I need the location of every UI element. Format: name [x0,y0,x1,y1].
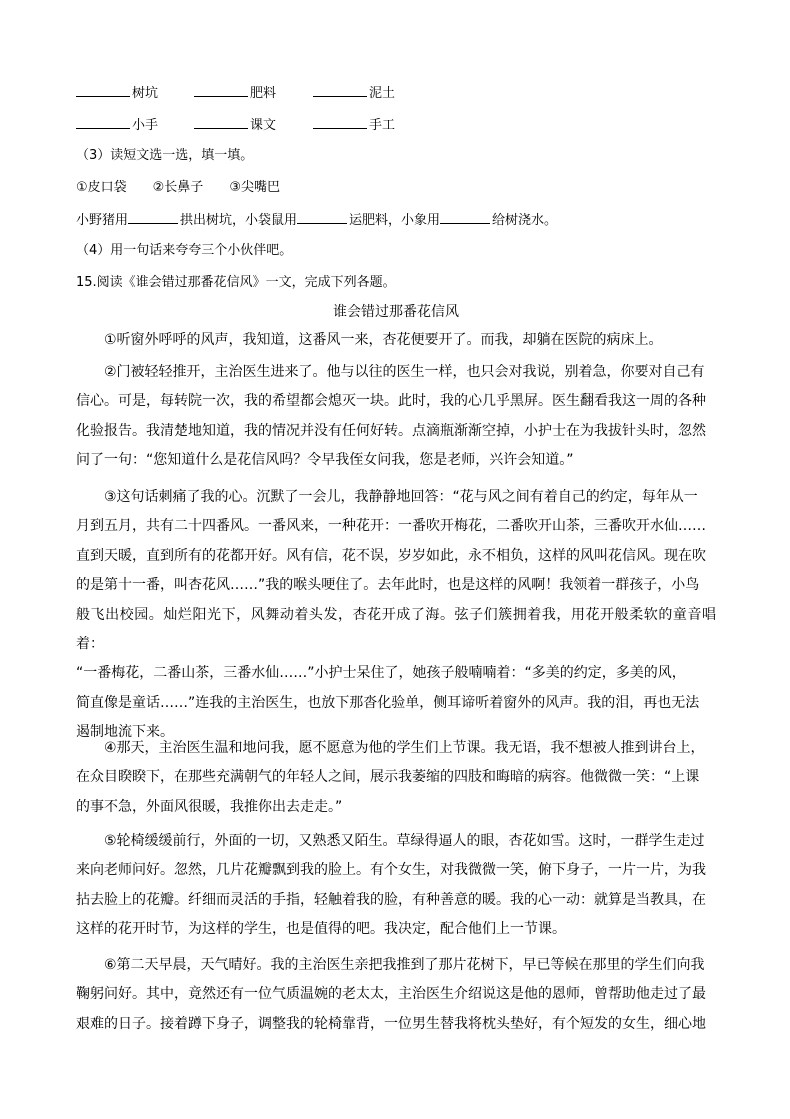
paragraph-line: 鞠躬问好。其中，竟然还有一位气质温婉的老太太，主治医生介绍说这是他的恩师，曾帮助他走过了最 [76,986,706,1003]
sentence-part: 运肥料，小象用 [349,213,441,228]
paragraph-line: ⑤轮椅缓缓前行，外面的一切，又熟悉又陌生。草绿得逼人的眼，杏花如雪。这时，一群学生走过 [104,833,705,849]
paragraph-line: 月到五月，共有二十四番风。一番风来，一种花开：一番吹开梅花，二番吹开山茶，三番吹开水仙…… [76,518,706,535]
article-paragraph-1 [76,326,716,355]
question-3-sentence [76,211,557,229]
article-paragraph-5 [76,827,716,945]
paragraph-line: 艰难的日子。接着蹲下身子，调整我的轮椅靠背，一位男生替我将枕头垫好，有个短发的女生，细心地 [76,1015,706,1032]
paragraph-line: 化验报告。我清楚地知道，我的情况并没有任何好转。点滴瓶渐渐空掉，小护士在为我拔针头时，忽然 [76,422,706,439]
option-item: ③尖嘴巴 [229,180,280,195]
fill-row-1 [76,84,395,102]
question-3-prompt: （3）读短文选一选，填一填。 [76,148,254,163]
answer-blank[interactable] [128,211,178,224]
sentence-part: 给树浇水。 [492,213,558,228]
paragraph-line: 般飞出校园。灿烂阳光下，风舞动着头发，杏花开成了海。弦子们簇拥着我，用花开般柔软的童音唱着： [76,606,716,653]
fill-row-2 [76,116,395,134]
article-paragraph-4 [76,734,716,822]
paragraph-line: 拈去脸上的花瓣。纤细而灵活的手指，轻触着我的脸，有种善意的暖。我的心一动：就算是当教具，在 [76,891,706,908]
fill-word: 泥土 [369,86,396,101]
answer-blank[interactable] [76,84,130,97]
sentence-part: 小野猪用 [76,213,129,228]
article-title: 谁会错过那番花信风 [333,304,459,320]
paragraph-line: 在众目睽睽下，在那些充满朝气的年轻人之间，展示我萎缩的四肢和晦暗的病容。他微微一笑：“上课 [76,769,700,786]
paragraph-line: 来向老师问好。忽然，几片花瓣飘到我的脸上。有个女生，对我微微一笑，俯下身子，一片一片，为我 [76,862,706,879]
fill-word: 树坑 [132,86,159,101]
answer-blank[interactable] [76,116,130,129]
article-paragraph-2 [76,358,716,476]
paragraph-line: 的事不急，外面风很暖，我推你出去走走。” [76,798,343,815]
answer-blank[interactable] [313,84,367,97]
answer-blank[interactable] [297,211,347,224]
question-3-options [76,180,306,196]
paragraph-line: ③这句话刺痛了我的心。沉默了一会儿，我静静地回答：“花与风之间有着自己的约定，每年从一 [104,489,698,505]
paragraph-line: ②门被轻轻推开，主治医生进来了。他与以往的医生一样，也只会对我说，别着急，你要对自己有 [104,364,705,380]
paragraph-line: 信心。可是，每转院一次，我的希望都会熄灭一块。此时，我的心几乎黑屏。医生翻看我这一周的各种 [76,393,706,410]
answer-blank[interactable] [194,116,248,129]
fill-word: 肥料 [250,86,277,101]
option-item: ②长鼻子 [152,180,204,195]
paragraph-line: 遏制地流下来。 [76,724,174,741]
question-15-prompt: 15.阅读《谁会错过那番花信风》一文，完成下列各题。 [76,275,396,290]
paragraph-line: ①听窗外呼呼的风声，我知道，这番风一来，杏花便要开了。而我，却躺在医院的病床上。 [104,332,663,348]
sentence-part: 拱出树坑，小袋鼠用 [180,213,298,228]
answer-blank[interactable] [440,211,490,224]
article-paragraph-3 [76,483,716,748]
paragraph-line: ④那天，主治医生温和地问我，愿不愿意为他的学生们上节课。我无语，我不想被人推到讲台上， [104,740,705,756]
paragraph-line: 简直像是童话……”连我的主治医生，也放下那沓化验单，侧耳谛听着窗外的风声。我的泪，再也无法 [76,694,700,711]
paragraph-line: “一番梅花，二番山茶，三番水仙……”小护士呆住了，她孩子般喃喃着：“多美的约定，多美的风， [76,665,686,682]
fill-word: 小手 [132,118,159,133]
paragraph-line: 这样的花开时节，为这样的学生，也是值得的吧。我决定，配合他们上一节课。 [76,921,566,938]
paragraph-line: 直到天暖，直到所有的花都开好。风有信，花不误，岁岁如此，永不相负，这样的风叫花信风。现在吹 [76,547,706,564]
answer-blank[interactable] [313,116,367,129]
option-item: ①皮口袋 [76,180,127,195]
paragraph-line: 问了一句：“您知道什么是花信风吗？令早我侄女问我，您是老师，兴许会知道。” [76,452,574,469]
answer-blank[interactable] [194,84,248,97]
paragraph-line: 的是第十一番，叫杏花风……”我的喉头哽住了。去年此时，也是这样的风啊！我领着一群孩子，小鸟 [76,577,700,594]
paragraph-line: ⑥第二天早晨，天气晴好。我的主治医生亲把我推到了那片花树下，早已等候在那里的学生们向我 [104,957,705,973]
question-4-prompt: （4）用一句话来夸夸三个小伙伴吧。 [76,243,293,258]
fill-word: 手工 [369,118,396,133]
article-paragraph-6 [76,951,716,1039]
fill-word: 课文 [250,118,277,133]
